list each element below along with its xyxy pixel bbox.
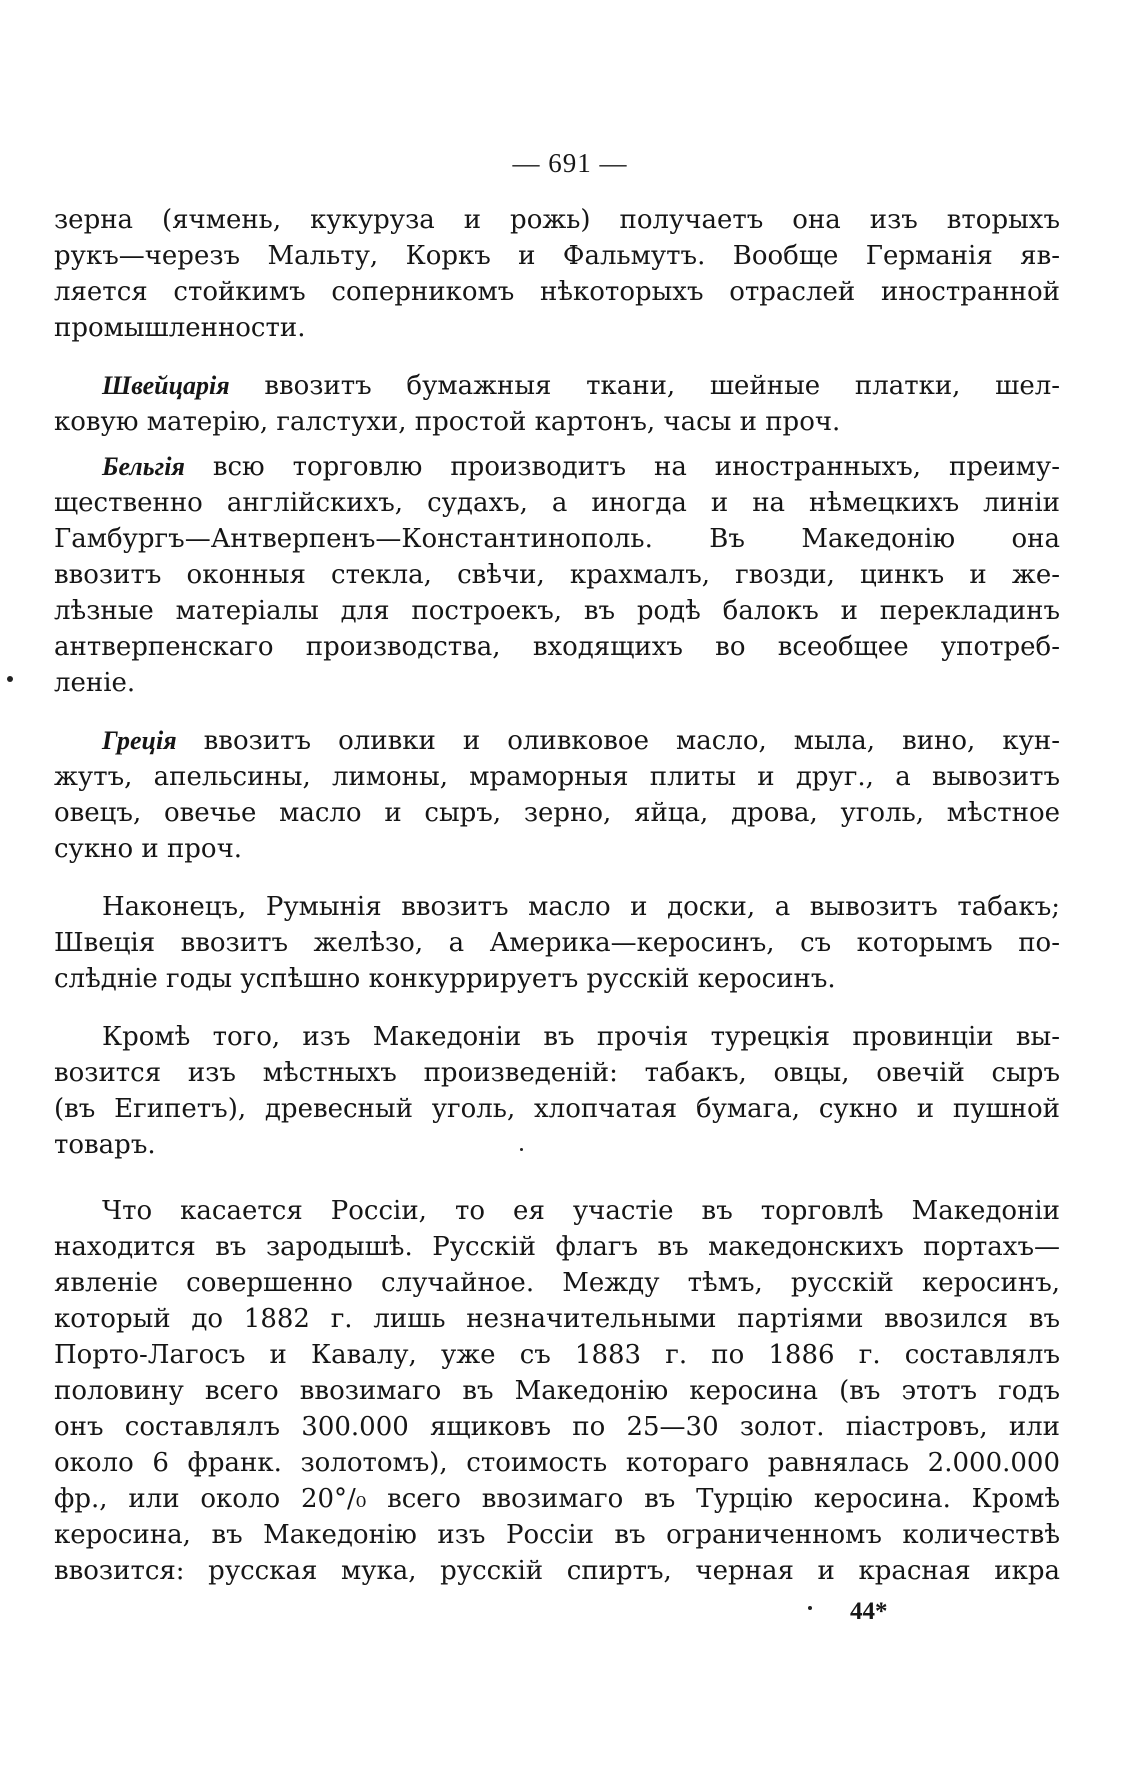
text-line: (въ Египетъ), древесный уголь, хлопчатая бумага, сукно и пушной	[54, 1094, 1060, 1124]
country-name: Швейцарія	[102, 371, 230, 400]
scan-speck	[520, 1148, 523, 1151]
paragraph-germany-continued	[54, 202, 1060, 346]
page-number: — 691 —	[512, 148, 628, 178]
text-line: Гамбургъ—Антверпенъ—Константинополь. Въ Македонію она	[54, 524, 1060, 554]
signature-mark: 44*	[850, 1598, 888, 1625]
page-body	[54, 202, 1060, 1589]
text-line: который до 1882 г. лишь незначительными партіями ввозился въ	[54, 1304, 1060, 1334]
text-line: Швеція ввозитъ желѣзо, а Америка—керосинъ, съ которымъ по-	[54, 928, 1060, 958]
text-line: керосина, въ Македонію изъ Россіи въ ограниченномъ количествѣ	[54, 1520, 1060, 1550]
text-line	[54, 449, 1060, 485]
text-line	[54, 723, 1060, 759]
text-line: антверпенскаго производства, входящихъ во всеобщее употреб-	[54, 632, 1060, 662]
text-line: онъ составлялъ 300.000 ящиковъ по 25—30 золот. піастровъ, или	[54, 1412, 1060, 1442]
text-line: находится въ зародышѣ. Русскій флагъ въ македонскихъ портахъ—	[54, 1232, 1060, 1262]
paragraph-romania-sweden-america	[54, 889, 1060, 997]
text-line: леніе.	[54, 668, 136, 698]
paragraph-belgium	[54, 449, 1060, 701]
text-line: половину всего ввозимаго въ Македонію керосина (въ этотъ годъ	[54, 1376, 1060, 1406]
country-name: Бельгія	[102, 452, 185, 481]
text-line: ляется стойкимъ соперникомъ нѣкоторыхъ отраслей иностранной	[54, 277, 1060, 307]
text-line: лѣзные матеріалы для построекъ, въ родѣ балокъ и перекладинъ	[54, 596, 1060, 626]
paragraph-russia	[54, 1193, 1060, 1589]
text-line: жутъ, апельсины, лимоны, мраморныя плиты и друг., а вывозитъ	[54, 762, 1060, 792]
text-line: Кромѣ того, изъ Македоніи въ прочія турецкія провинціи вы-	[102, 1022, 1060, 1052]
text-line: фр., или около 20°/₀ всего ввозимаго въ Турцію керосина. Кромѣ	[54, 1484, 1060, 1514]
text-line: около 6 франк. золотомъ), стоимость котораго равнялась 2.000.000	[54, 1448, 1060, 1478]
text-line-content: всю торговлю производитъ на иностранныхъ, преиму-	[212, 452, 1060, 482]
paragraph-switzerland	[54, 368, 1060, 440]
text-line: явленіе совершенно случайное. Между тѣмъ, русскій керосинъ,	[54, 1268, 1060, 1298]
text-line: промышленности.	[54, 313, 306, 343]
text-line	[54, 368, 1060, 404]
text-line: щественно англійскихъ, судахъ, а иногда и на нѣмецкихъ линіи	[54, 488, 1060, 518]
text-line: ковую матерію, галстухи, простой картонъ, часы и проч.	[54, 407, 841, 437]
scan-speck	[808, 1606, 812, 1610]
country-name: Греція	[102, 726, 177, 755]
paragraph-greece	[54, 723, 1060, 867]
text-line: овецъ, овечье масло и сыръ, зерно, яйца, дрова, уголь, мѣстное	[54, 798, 1060, 828]
text-line: рукъ—черезъ Мальту, Коркъ и Фальмутъ. Вообще Германія яв-	[54, 241, 1060, 271]
scan-speck	[7, 676, 13, 682]
text-line: зерна (ячмень, кукуруза и рожь) получаетъ она изъ вторыхъ	[54, 205, 1060, 235]
text-line: ввозится: русская мука, русскій спиртъ, черная и красная икра	[54, 1556, 1060, 1586]
text-line: сукно и проч.	[54, 834, 243, 864]
text-line: Что касается Россіи, то ея участіе въ торговлѣ Македоніи	[102, 1196, 1060, 1226]
text-line: Наконецъ, Румынія ввозитъ масло и доски, а вывозитъ табакъ;	[102, 892, 1060, 922]
text-line: ввозитъ оконныя стекла, свѣчи, крахмалъ, гвозди, цинкъ и же-	[54, 560, 1060, 590]
text-line: Порто-Лагосъ и Кавалу, уже съ 1883 г. по 1886 г. составлялъ	[54, 1340, 1060, 1370]
text-line: товаръ.	[54, 1130, 156, 1160]
text-line: слѣдніе годы успѣшно конкуррируетъ русскій керосинъ.	[54, 964, 836, 994]
text-line-content: ввозитъ оливки и оливковое масло, мыла, вино, кун-	[203, 726, 1060, 756]
paragraph-macedonia-exports	[54, 1019, 1060, 1163]
text-line: возится изъ мѣстныхъ произведеній: табакъ, овцы, овечій сыръ	[54, 1058, 1060, 1088]
text-line-content: ввозитъ бумажныя ткани, шейные платки, шел-	[264, 371, 1061, 401]
